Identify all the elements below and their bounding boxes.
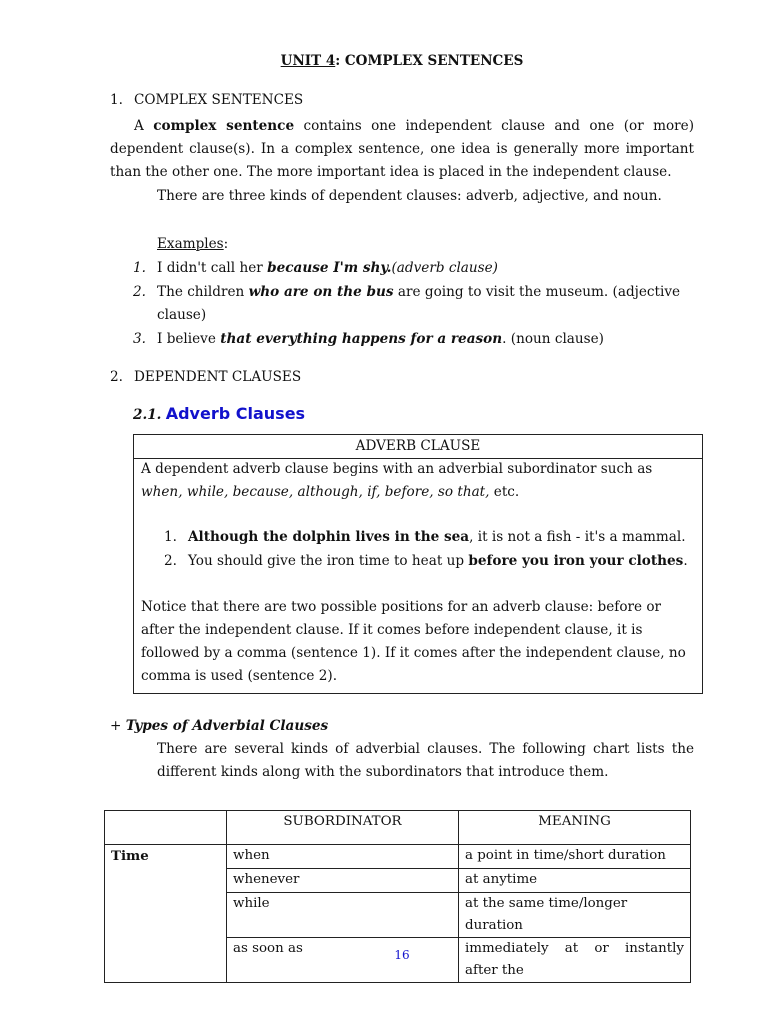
section-2-1-heading [133,405,305,424]
example-3 [133,330,604,348]
examples-label [157,235,228,253]
adverb-example-2 [164,552,688,570]
table-header-cell: MEANING [459,811,691,845]
example-note: (adverb clause) [391,260,498,276]
section-1-title: COMPLEX SENTENCES [134,92,304,108]
example-2-continued: clause) [157,307,207,323]
meaning-cell: at the same time/longer duration [459,893,691,938]
subordinator-cell: as soon as [227,938,459,983]
subordinator-list: when, while, because, although, if, before, so that, [141,484,490,500]
example-note: are going to visit the museum. (adjective [393,284,681,300]
meaning-cell: immediately at or instantly after the [459,938,691,983]
table-row [105,845,691,869]
subordinator-cell: whenever [227,869,459,893]
item-clause: before you iron your clothes [468,553,684,569]
adverb-clause-box [133,434,703,694]
table-header-cell: SUBORDINATOR [227,811,459,845]
item-text: You should give the iron time to heat up [188,553,469,569]
complex-sentence-paragraph [110,115,694,185]
item-rest: , it is not a fish - it's a mammal. [469,529,686,545]
types-paragraph: There are several kinds of adverbial clauses. The following chart lists the different kinds along with the subordinators that introduce them. [157,741,694,781]
item-clause: Although the dolphin lives in the sea [188,529,470,545]
page-title [0,52,768,70]
example-2 [133,283,680,301]
intro-end: etc. [489,484,520,500]
example-text: The children [157,284,249,300]
table-header-cell [105,811,227,845]
examples-label-text: Examples [157,236,224,252]
example-number: 1. [133,260,146,276]
para-lead: A [134,118,154,134]
page-number: 16 [394,948,410,962]
item-number: 2. [164,553,177,569]
kinds-of-clauses-text: There are three kinds of dependent clauses: adverb, adjective, and noun. [157,188,662,204]
section-1-number: 1. [110,92,123,108]
section-1-heading [110,91,303,109]
example-number: 2. [133,284,146,300]
category-cell: Time [105,845,227,983]
example-text: I didn't call her [157,260,268,276]
meaning-cell: a point in time/short duration [459,845,691,869]
intro-text: A dependent adverb clause begins with an adverbial subordinator such as [141,461,653,477]
example-1 [133,259,498,277]
example-note: . (noun clause) [502,331,604,347]
meaning-cell: at anytime [459,869,691,893]
table-header-row [105,811,691,845]
example-text: I believe [157,331,221,347]
section-2-heading [110,368,301,386]
unit-label: UNIT 4 [280,53,336,69]
example-clause: who are on the bus [248,284,394,300]
section-2-number: 2. [110,369,123,385]
example-clause: because I'm shy. [267,260,392,276]
para-body: contains one independent clause and one (or more) dependent clause(s). In a complex sentence, one idea is generally more important than the other one. The more important idea is placed in the independent clause. [110,118,695,181]
types-heading-text: Types of Adverbial Clauses [125,718,329,734]
adverb-clause-intro [141,458,697,504]
section-2-1-number: 2.1. [133,407,162,423]
types-heading [110,717,328,735]
para-term: complex sentence [153,118,295,134]
adverb-clause-box-header: ADVERB CLAUSE [134,435,702,459]
adverb-example-1 [164,528,686,546]
unit-title-rest: : COMPLEX SENTENCES [335,53,524,69]
section-2-1-title: Adverb Clauses [165,404,306,423]
item-number: 1. [164,529,177,545]
example-clause: that everything happens for a reason [220,331,503,347]
subordinator-cell: while [227,893,459,938]
adverb-clause-notice: Notice that there are two possible positions for an adverb clause: before or after the independent clause. If it comes before independent clause, it is followed by a comma (sentence 1). If it comes after the independent clause, no comma is used (sentence 2). [141,599,686,684]
example-number: 3. [133,331,146,347]
subordinator-cell: when [227,845,459,869]
plus-sign: + [110,718,126,734]
section-2-title: DEPENDENT CLAUSES [134,369,302,385]
item-rest: . [683,553,688,569]
examples-colon: : [223,236,229,252]
